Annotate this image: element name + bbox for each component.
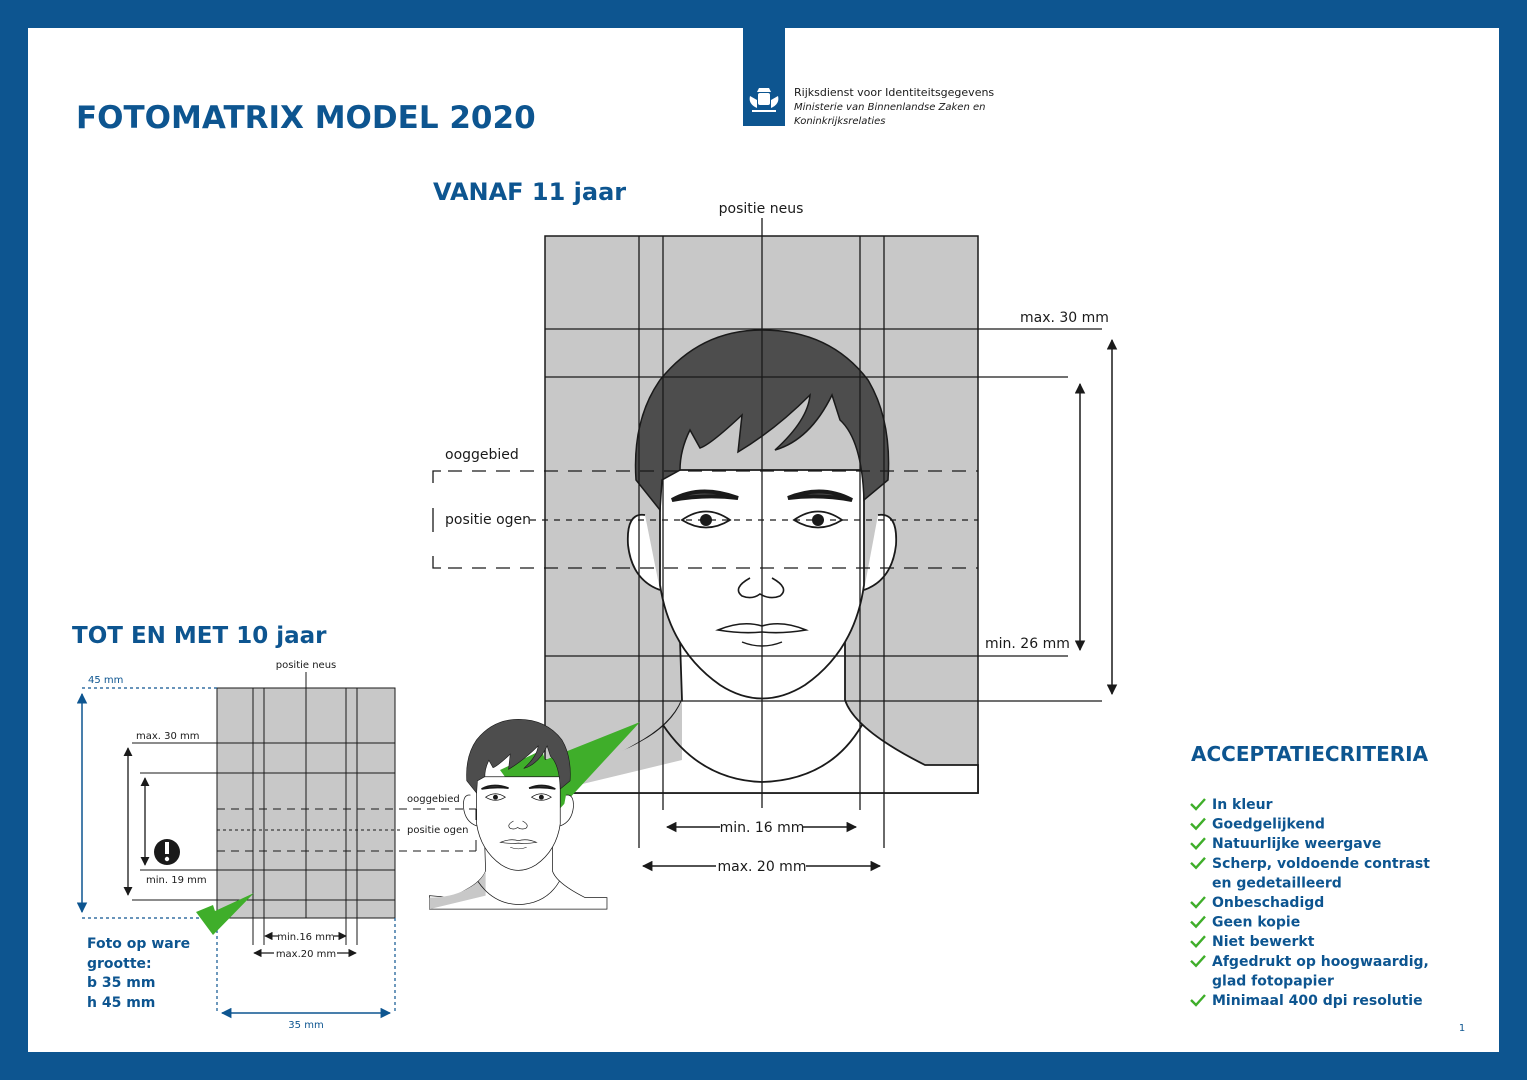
logo-ministry-line1: Ministerie van Binnenlandse Zaken en xyxy=(794,102,986,113)
exclamation-icon xyxy=(154,839,180,865)
true-size-line2: grootte: xyxy=(87,956,152,972)
criteria-item-text: en gedetailleerd xyxy=(1212,875,1342,892)
criteria-item-text: Onbeschadigd xyxy=(1212,895,1325,911)
criteria-item-text: Natuurlijke weergave xyxy=(1212,836,1382,853)
child-eye-area-label: ooggebied xyxy=(407,794,460,805)
adult-min16-label: min. 16 mm xyxy=(719,820,805,836)
true-size-line4: h 45 mm xyxy=(87,995,156,1011)
criteria-item-text: glad fotopapier xyxy=(1212,973,1334,990)
criteria-item xyxy=(1191,817,1325,833)
true-size-line1: Foto op ware xyxy=(87,936,191,952)
child-eye-position-label: positie ogen xyxy=(407,825,469,836)
criteria-item-text: Minimaal 400 dpi resolutie xyxy=(1212,993,1423,1009)
criteria-item-text: In kleur xyxy=(1212,797,1273,813)
adult-max20-label: max. 20 mm xyxy=(717,859,807,875)
child-min19-label: min. 19 mm xyxy=(146,875,207,886)
child-max30-label: max. 30 mm xyxy=(136,731,200,742)
child-max20-label: max.20 mm xyxy=(275,949,337,960)
adult-nose-label: positie neus xyxy=(718,201,804,217)
page-number: 1 xyxy=(1458,1023,1466,1034)
criteria-item xyxy=(1191,993,1423,1009)
adult-eye-area-label: ooggebied xyxy=(445,447,519,463)
criteria-item-text: Goedgelijkend xyxy=(1212,816,1325,833)
adult-heading: VANAF 11 jaar xyxy=(433,178,627,206)
adult-eye-position-label: positie ogen xyxy=(445,512,532,528)
child-width-label: 35 mm xyxy=(288,1020,324,1031)
child-height-label: 45 mm xyxy=(88,675,124,686)
true-size-line3: b 35 mm xyxy=(87,975,156,991)
page-title: FOTOMATRIX MODEL 2020 xyxy=(76,100,536,136)
criteria-item-text: Scherp, voldoende contrast xyxy=(1212,855,1430,872)
criteria-heading: ACCEPTATIECRITERIA xyxy=(1191,742,1429,766)
child-heading: TOT EN MET 10 jaar xyxy=(72,623,327,649)
criteria-item xyxy=(1191,836,1381,852)
criteria-item-text: Geen kopie xyxy=(1212,914,1301,931)
child-nose-label: positie neus xyxy=(275,660,337,671)
logo-ministry-line2: Koninkrijksrelaties xyxy=(794,116,886,127)
criteria-item-text: Niet bewerkt xyxy=(1212,934,1315,951)
child-min16-label: min.16 mm xyxy=(277,932,335,943)
adult-min26-label: min. 26 mm xyxy=(985,636,1070,652)
adult-max30-label: max. 30 mm xyxy=(1020,310,1109,326)
criteria-item-text: Afgedrukt op hoogwaardig, xyxy=(1212,953,1429,970)
logo-org: Rijksdienst voor Identiteitsgegevens xyxy=(794,86,995,99)
